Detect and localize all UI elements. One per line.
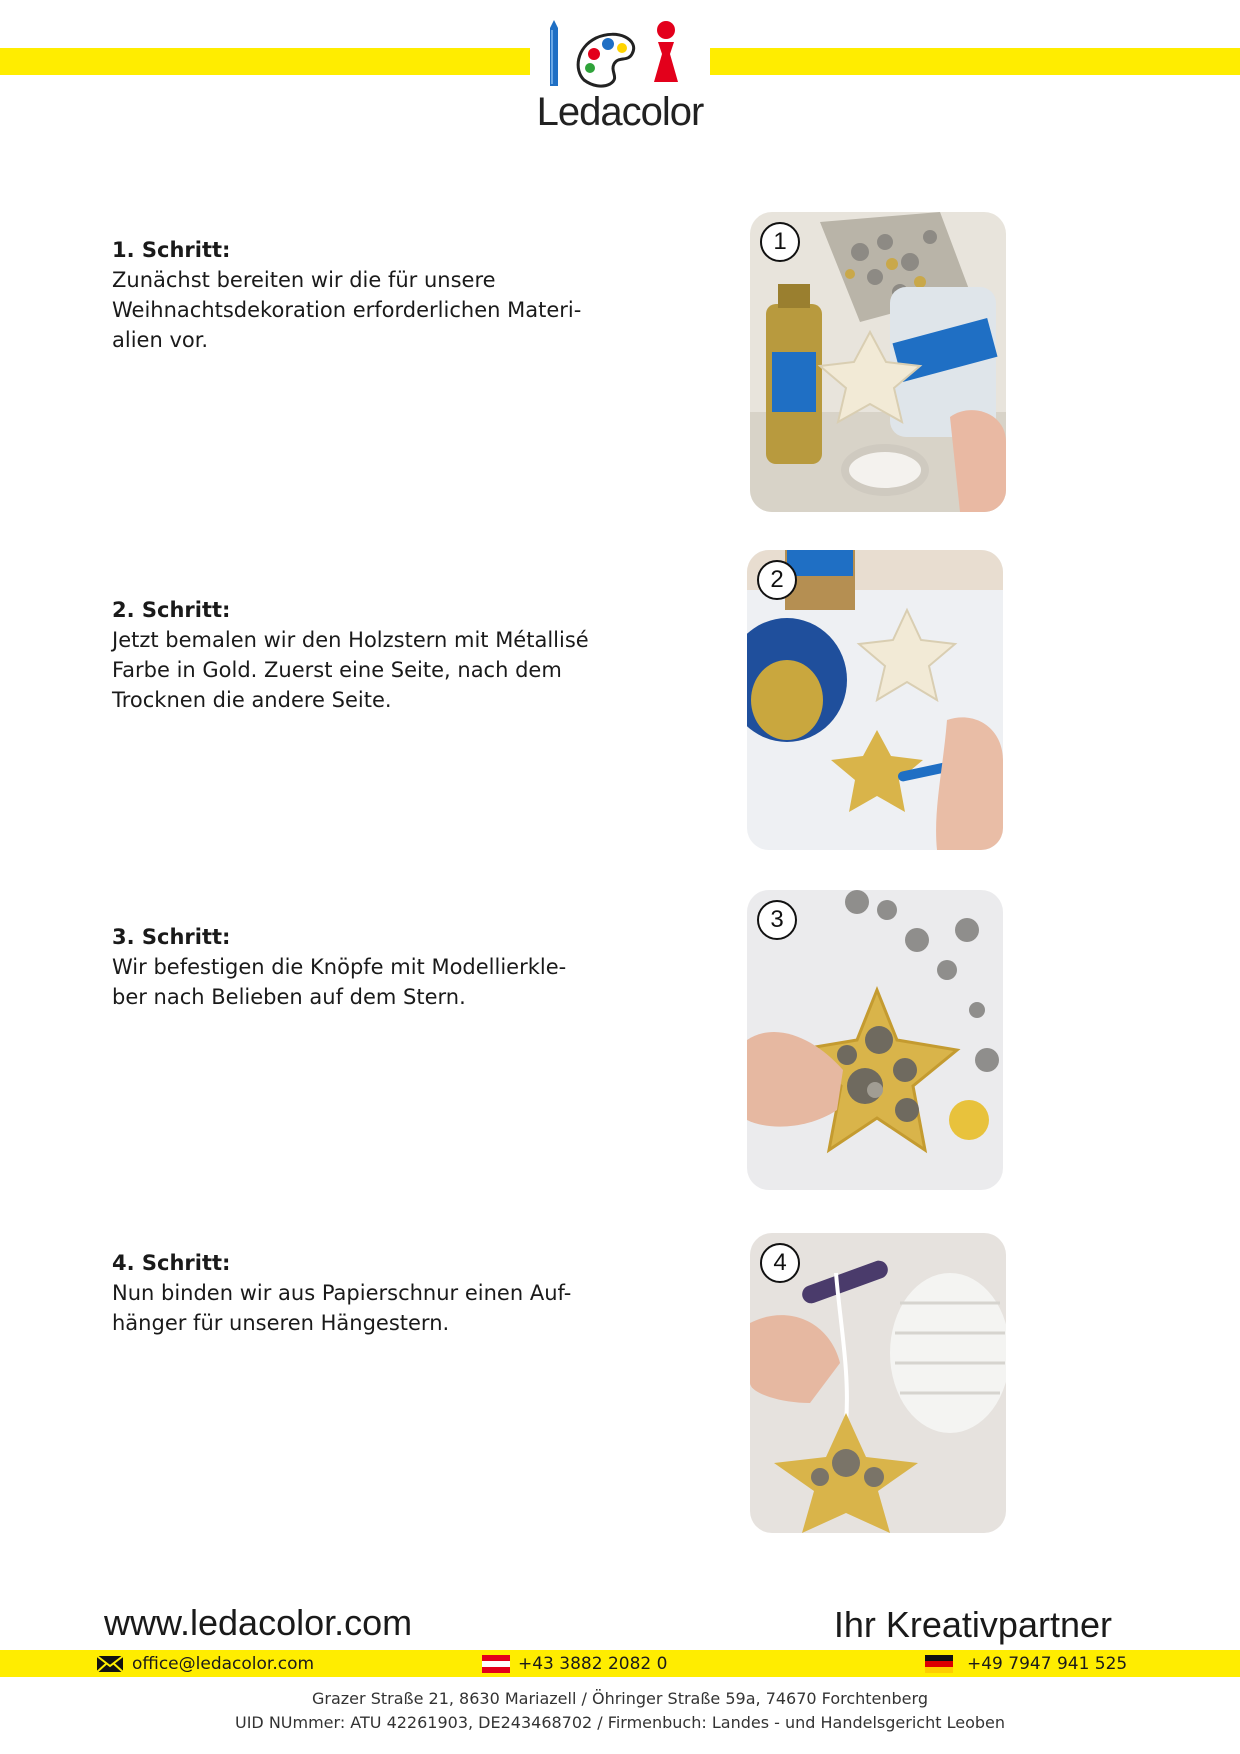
footer-website[interactable]: www.ledacolor.com xyxy=(104,1602,413,1643)
step-2-text xyxy=(112,595,612,715)
step-line: Zunächst bereiten wir die für unsere xyxy=(112,268,496,292)
logo xyxy=(530,20,710,140)
step-line: ber nach Belieben auf dem Stern. xyxy=(112,985,466,1009)
footer-phone-at[interactable]: +43 3882 2082 0 xyxy=(518,1654,668,1674)
step-1-photo xyxy=(750,212,1006,512)
step-number-badge: 2 xyxy=(757,560,797,600)
step-1-text xyxy=(112,235,612,355)
austria-flag-icon xyxy=(482,1655,510,1673)
step-3-text xyxy=(112,922,612,1012)
step-3-photo xyxy=(747,890,1003,1190)
germany-flag-icon xyxy=(925,1655,953,1673)
footer-phone-de[interactable]: +49 7947 941 525 xyxy=(967,1654,1128,1674)
step-line: Nun binden wir aus Papierschnur einen Auf- xyxy=(112,1281,572,1305)
footer-phone-at-item xyxy=(482,1652,667,1676)
step-4-text xyxy=(112,1248,612,1338)
footer-email-item xyxy=(96,1652,314,1676)
logo-icons xyxy=(544,20,694,90)
step-line: Trocknen die andere Seite. xyxy=(112,688,392,712)
footer-phone-de-item xyxy=(925,1652,1127,1676)
step-heading: 1. Schritt: xyxy=(112,238,231,262)
step-number-badge: 3 xyxy=(757,900,797,940)
envelope-icon xyxy=(96,1655,124,1673)
step-2-photo xyxy=(747,550,1003,850)
step-line: Farbe in Gold. Zuerst eine Seite, nach dem xyxy=(112,658,562,682)
footer-email[interactable]: office@ledacolor.com xyxy=(132,1654,315,1674)
footer-slogan: Ihr Kreativpartner xyxy=(833,1604,1112,1645)
footer-address: Grazer Straße 21, 8630 Mariazell / Öhringer Straße 59a, 74670 Forchtenberg xyxy=(312,1689,928,1708)
step-line: Jetzt bemalen wir den Holzstern mit Métallisé xyxy=(112,628,589,652)
step-heading: 2. Schritt: xyxy=(112,598,231,622)
step-number-badge: 1 xyxy=(760,222,800,262)
step-number-badge: 4 xyxy=(760,1243,800,1283)
step-line: hänger für unseren Hängestern. xyxy=(112,1311,450,1335)
step-line: Wir befestigen die Knöpfe mit Modellierkle- xyxy=(112,955,567,979)
step-line: alien vor. xyxy=(112,328,209,352)
logo-wordmark: Ledacolor xyxy=(536,90,704,134)
footer-registry: UID NUmmer: ATU 42261903, DE243468702 / Firmenbuch: Landes - und Handelsgericht Leoben xyxy=(234,1713,1005,1732)
step-line: Weihnachtsdekoration erforderlichen Materi- xyxy=(112,298,582,322)
step-4-photo xyxy=(750,1233,1006,1533)
step-heading: 4. Schritt: xyxy=(112,1251,231,1275)
step-heading: 3. Schritt: xyxy=(112,925,231,949)
